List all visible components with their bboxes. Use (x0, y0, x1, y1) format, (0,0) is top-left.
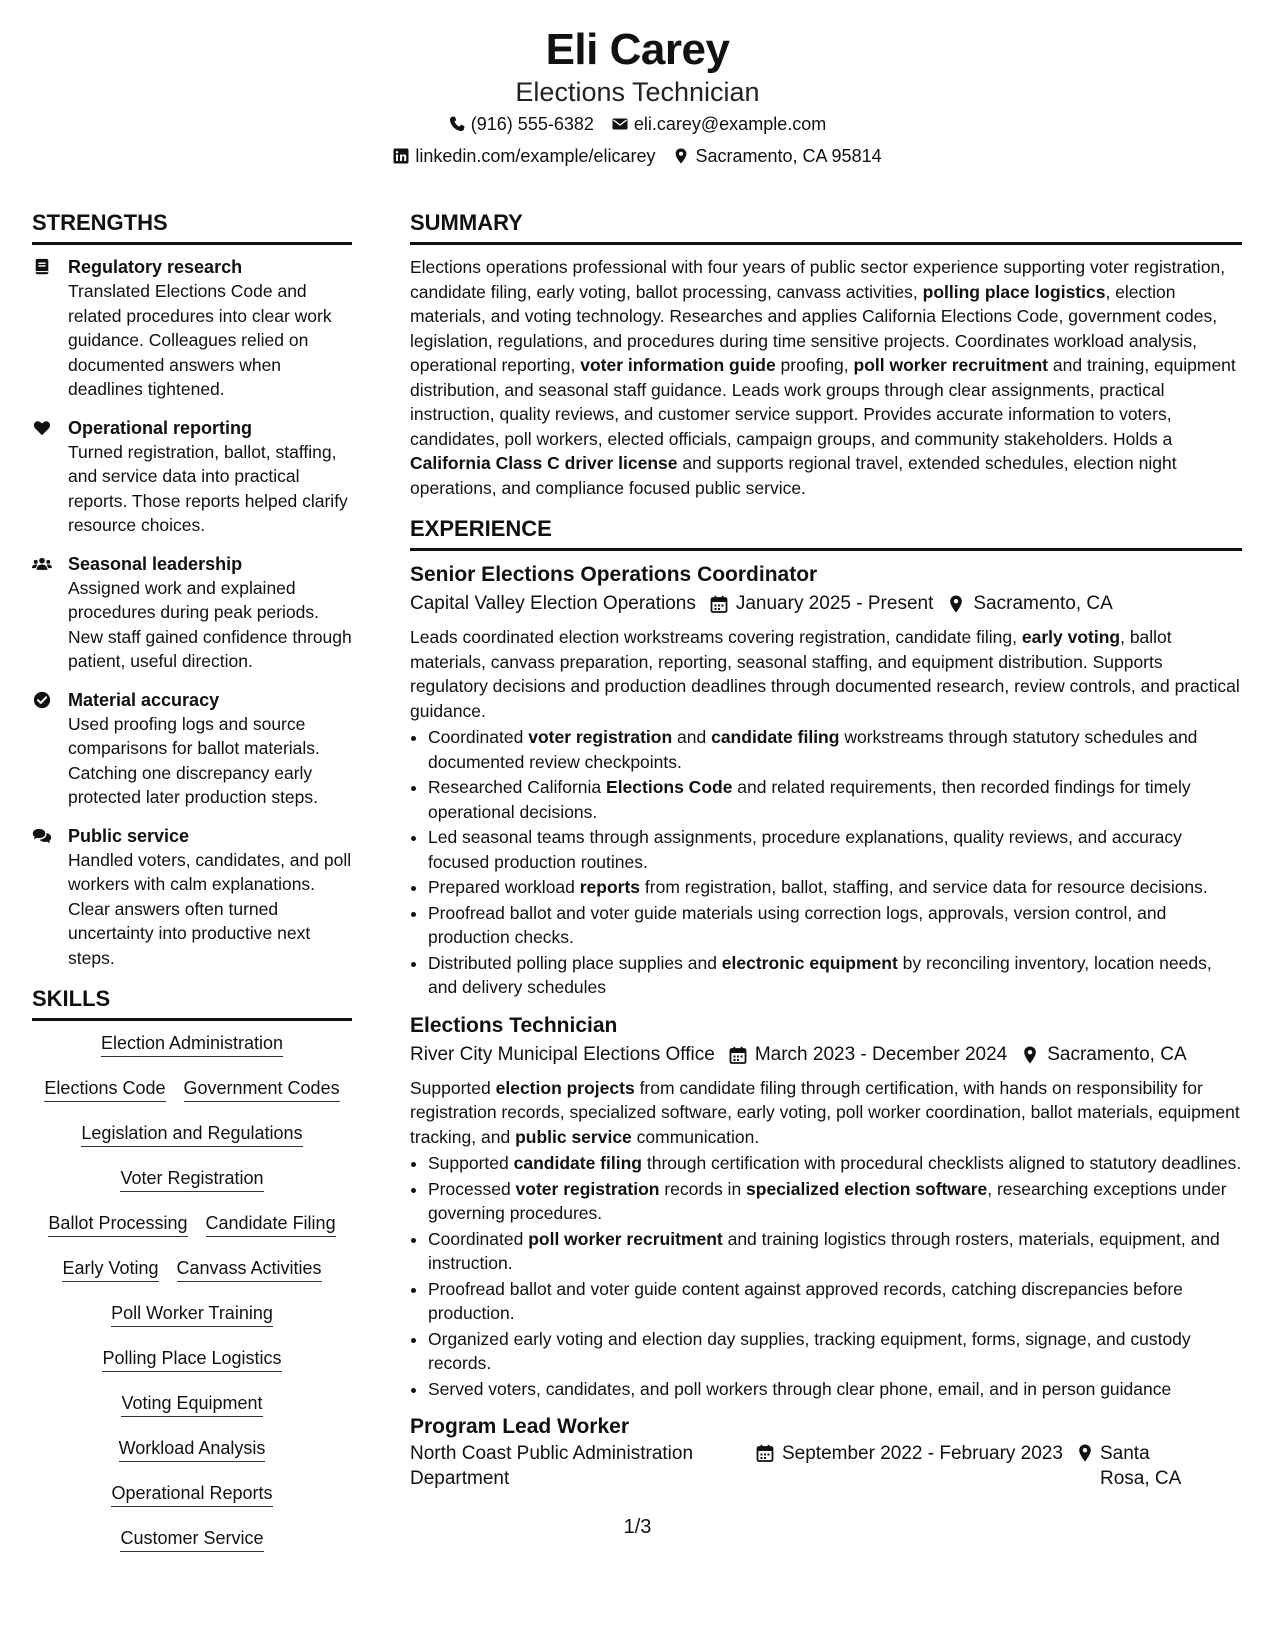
job-organization: North Coast Public Administration Department (410, 1443, 694, 1489)
strength-item (32, 255, 352, 402)
skill-tag: Operational Reports (111, 1481, 272, 1507)
bold-text: election projects (495, 1077, 635, 1098)
text-segment: , ballot materials, canvass preparation, reporting, seasonal staffing, and equipment distribution. Supports regulatory decisions and production deadlines through documented research, review controls, and practical guidance. (410, 627, 1240, 721)
bold-text: poll worker recruitment (528, 1228, 723, 1249)
job-intro (410, 625, 1242, 723)
bold-text: polling place logistics (922, 281, 1106, 302)
bold-text: poll worker recruitment (853, 355, 1049, 375)
bold-text: candidate filing (513, 1153, 642, 1173)
text-segment: Supported (428, 1153, 514, 1173)
job-dates-text: January 2025 - Present (735, 593, 934, 614)
job-location (1076, 1441, 1186, 1491)
text-segment: records in (659, 1178, 747, 1199)
strength-desc: Turned registration, ballot, staffing, and service data into practical reports. Those reports helped clarify resource choices. (68, 441, 348, 535)
strengths-heading: STRENGTHS (32, 208, 352, 245)
strength-title: Operational reporting (68, 417, 253, 438)
text-segment: communication. (631, 1126, 760, 1147)
job-bullet (428, 1277, 1242, 1326)
skills-row (32, 1076, 352, 1102)
skills-row (32, 1256, 352, 1282)
strength-item (32, 552, 352, 674)
map-pin-icon (947, 595, 965, 613)
job-meta (410, 1040, 1242, 1070)
strength-desc: Assigned work and explained procedures during peak periods. New staff gained confidence through patient, useful direction. (68, 577, 352, 671)
job-title: Elections Technician (410, 1013, 618, 1037)
bold-text: voter registration (528, 727, 673, 747)
contact-row-1 (0, 108, 1275, 140)
skill-tag: Voter Registration (120, 1166, 263, 1192)
strength-desc: Used proofing logs and source comparisons for ballot materials. Catching one discrepancy early protected later production steps. (68, 713, 320, 807)
job-title: Senior Elections Operations Coordinator (410, 563, 818, 586)
skill-tag: Candidate Filing (206, 1211, 336, 1237)
map-pin-icon (673, 148, 689, 164)
strength-body (68, 688, 352, 810)
strengths-list (32, 255, 352, 970)
calendar-icon (756, 1444, 774, 1462)
job-bullets (410, 725, 1242, 1000)
job-dates-text: March 2023 - December 2024 (754, 1043, 1008, 1065)
strength-desc: Handled voters, candidates, and poll workers with calm explanations. Clear answers often turned uncertainty into productive next steps. (68, 849, 352, 968)
skills-list (32, 1031, 352, 1552)
phone-icon (449, 116, 465, 132)
users-icon (32, 552, 54, 674)
skills-row (32, 1301, 352, 1327)
skill-tag: Canvass Activities (177, 1256, 322, 1282)
bold-text: Elections Code (606, 777, 733, 797)
email-contact[interactable] (612, 108, 826, 140)
text-segment: , election materials, and voting technology. Researches and applies California Elections Code, government codes, legislation, regulations, and procedures during time sensitive projects. Coordinates workload analysis, operational reporting, (410, 281, 1218, 375)
strength-body (68, 552, 352, 674)
map-pin-icon (1076, 1444, 1094, 1462)
phone-contact[interactable] (449, 108, 594, 140)
job-entry (410, 1413, 1242, 1491)
resume-header (0, 0, 1275, 172)
job-title: Program Lead Worker (410, 1415, 630, 1438)
experience-heading: EXPERIENCE (410, 514, 1242, 551)
text-segment: and supports regional travel, extended schedules, election night operations, and compliance focused public service. (410, 453, 1177, 498)
contact-row-2 (0, 140, 1275, 172)
text-segment: proofing, (775, 355, 854, 375)
strength-desc: Translated Elections Code and related procedures into clear work guidance. Colleagues relied on documented answers when deadlines tightened. (68, 281, 332, 399)
comments-icon (32, 824, 54, 971)
job-meta (410, 589, 1242, 619)
skills-heading: SKILLS (32, 984, 352, 1021)
candidate-title: Elections Technician (515, 77, 760, 107)
skill-tag: Elections Code (44, 1076, 165, 1102)
linkedin-icon (393, 148, 409, 164)
skill-tag: Polling Place Logistics (102, 1346, 281, 1372)
strength-body (68, 255, 352, 402)
job-bullet (428, 901, 1242, 950)
skill-tag: Workload Analysis (119, 1436, 266, 1462)
text-segment: Led seasonal teams through assignments, procedure explanations, quality reviews, and accuracy focused production routines. (428, 827, 1182, 872)
bold-text: candidate filing (711, 727, 840, 747)
job-location-text: Sacramento, CA (973, 593, 1113, 614)
text-segment: Organized early voting and election day supplies, tracking equipment, forms, signage, and custody records. (428, 1328, 1191, 1373)
job-bullet (428, 1377, 1242, 1402)
job-bullet (428, 951, 1242, 1000)
skills-row (32, 1166, 352, 1192)
bold-text: California Class C driver license (410, 453, 678, 473)
text-segment: and training logistics through rosters, materials, equipment, and instruction. (428, 1228, 1220, 1273)
job-dates (710, 589, 934, 619)
linkedin-contact[interactable] (393, 140, 655, 172)
text-segment: from registration, ballot, staffing, and service data for resource decisions. (640, 877, 1208, 897)
bold-text: electronic equipment (721, 952, 898, 973)
job-bullet (428, 875, 1242, 900)
job-bullet (428, 1151, 1242, 1176)
text-segment: Supported (410, 1077, 496, 1098)
strength-title: Public service (68, 825, 190, 846)
location-contact (673, 140, 881, 172)
strength-title: Regulatory research (68, 257, 243, 277)
candidate-name: Eli Carey (545, 25, 730, 74)
text-segment: from candidate filing through certification, with hands on responsibility for registration records, specialized software, early voting, poll worker coordination, ballot materials, equipment tracking, and (410, 1077, 1240, 1147)
strength-item (32, 824, 352, 971)
book-icon (32, 255, 54, 402)
skills-row (32, 1346, 352, 1372)
text-segment: Distributed polling place supplies and (428, 952, 722, 973)
summary-heading: SUMMARY (410, 208, 1242, 245)
page-number: 1/3 (623, 1516, 652, 1538)
job-entry (410, 1012, 1242, 1402)
calendar-icon (710, 595, 728, 613)
job-bullet (428, 775, 1242, 824)
job-bullet (428, 1327, 1242, 1376)
job-dates (756, 1441, 1076, 1491)
email-text: eli.carey@example.com (633, 114, 827, 134)
skills-row (32, 1031, 352, 1057)
map-pin-icon (1021, 1046, 1039, 1064)
text-segment: Proofread ballot and voter guide content against approved records, catching discrepancies before production. (428, 1278, 1183, 1323)
job-dates (729, 1040, 1007, 1070)
text-segment: workstreams through statutory schedules and documented review checkpoints. (428, 727, 1198, 772)
text-segment: Leads coordinated election workstreams covering registration, candidate filing, (410, 627, 1022, 647)
strength-title: Material accuracy (68, 689, 220, 710)
job-location (947, 589, 1112, 619)
text-segment: , researching exceptions under governing procedures. (428, 1178, 1227, 1223)
skills-row (32, 1391, 352, 1417)
job-bullet (428, 825, 1242, 874)
text-segment: by reconciling inventory, location needs, and delivery schedules (428, 952, 1212, 997)
job-intro (410, 1076, 1242, 1150)
bold-text: voter information guide (580, 355, 776, 375)
text-segment: Served voters, candidates, and poll workers through clear phone, email, and in person guidance (428, 1378, 1172, 1399)
text-segment: Prepared workload (428, 877, 580, 897)
skills-row (32, 1481, 352, 1507)
linkedin-text: linkedin.com/example/elicarey (415, 146, 656, 166)
text-segment: Elections operations professional with four years of public sector experience supporting voter registration, candidate filing, early voting, ballot processing, canvass activities, (410, 257, 1226, 302)
heart-icon (32, 416, 54, 538)
skill-tag: Government Codes (184, 1076, 340, 1102)
bold-text: early voting (1021, 627, 1121, 647)
skill-tag: Ballot Processing (48, 1211, 187, 1237)
job-dates-text: September 2022 - February 2023 (782, 1443, 1063, 1464)
strength-title: Seasonal leadership (68, 553, 243, 574)
job-organization: Capital Valley Election Operations (410, 593, 696, 614)
text-segment: Proofread ballot and voter guide materials using correction logs, approvals, version control, and production checks. (428, 902, 1167, 947)
job-organization: River City Municipal Elections Office (410, 1043, 715, 1065)
left-column (32, 208, 352, 1571)
job-bullet (428, 1177, 1242, 1226)
text-segment: and (672, 727, 712, 747)
skill-tag: Early Voting (62, 1256, 158, 1282)
job-bullet (428, 1227, 1242, 1276)
job-bullets (410, 1151, 1242, 1401)
text-segment: through certification with procedural checklists aligned to statutory deadlines. (641, 1153, 1242, 1173)
strength-body (68, 416, 352, 538)
job-location-text: Sacramento, CA (1047, 1043, 1187, 1065)
strength-item (32, 688, 352, 810)
job-location-text: Santa Rosa, CA (1100, 1443, 1182, 1489)
summary-text (410, 255, 1242, 500)
job-bullet (428, 725, 1242, 774)
bold-text: voter registration (515, 1178, 660, 1199)
job-entry (410, 561, 1242, 1000)
skills-row (32, 1436, 352, 1462)
skill-tag: Customer Service (120, 1526, 263, 1552)
skills-row (32, 1121, 352, 1147)
job-meta (410, 1441, 1242, 1491)
right-column (410, 208, 1242, 1491)
experience-list (410, 561, 1242, 1491)
text-segment: and related requirements, then recorded findings for timely operational decisions. (428, 777, 1191, 822)
job-location (1021, 1040, 1186, 1070)
envelope-icon (612, 116, 628, 132)
skill-tag: Voting Equipment (121, 1391, 262, 1417)
text-segment: Coordinated (428, 1228, 529, 1249)
text-segment: Coordinated (428, 727, 529, 747)
skills-row (32, 1211, 352, 1237)
bold-text: specialized election software (746, 1178, 988, 1199)
skill-tag: Poll Worker Training (111, 1301, 273, 1327)
strength-item (32, 416, 352, 538)
bold-text: public service (515, 1126, 632, 1147)
bold-text: reports (579, 877, 641, 897)
location-text: Sacramento, CA 95814 (695, 146, 882, 166)
text-segment: Researched California (428, 777, 607, 797)
text-segment: and training, equipment distribution, and seasonal staff guidance. Leads work groups through clear assignments, practical instruction, quality reviews, and customer service support. Provides accurate information to voters, candidates, poll workers, elected officials, campaign groups, and community stakeholders. Holds a (410, 355, 1236, 449)
check-circle-icon (32, 688, 54, 810)
strength-body (68, 824, 352, 971)
phone-text: (916) 555-6382 (470, 114, 594, 134)
calendar-icon (729, 1046, 747, 1064)
skill-tag: Legislation and Regulations (81, 1121, 302, 1147)
skill-tag: Election Administration (101, 1031, 283, 1057)
text-segment: Processed (428, 1178, 516, 1199)
